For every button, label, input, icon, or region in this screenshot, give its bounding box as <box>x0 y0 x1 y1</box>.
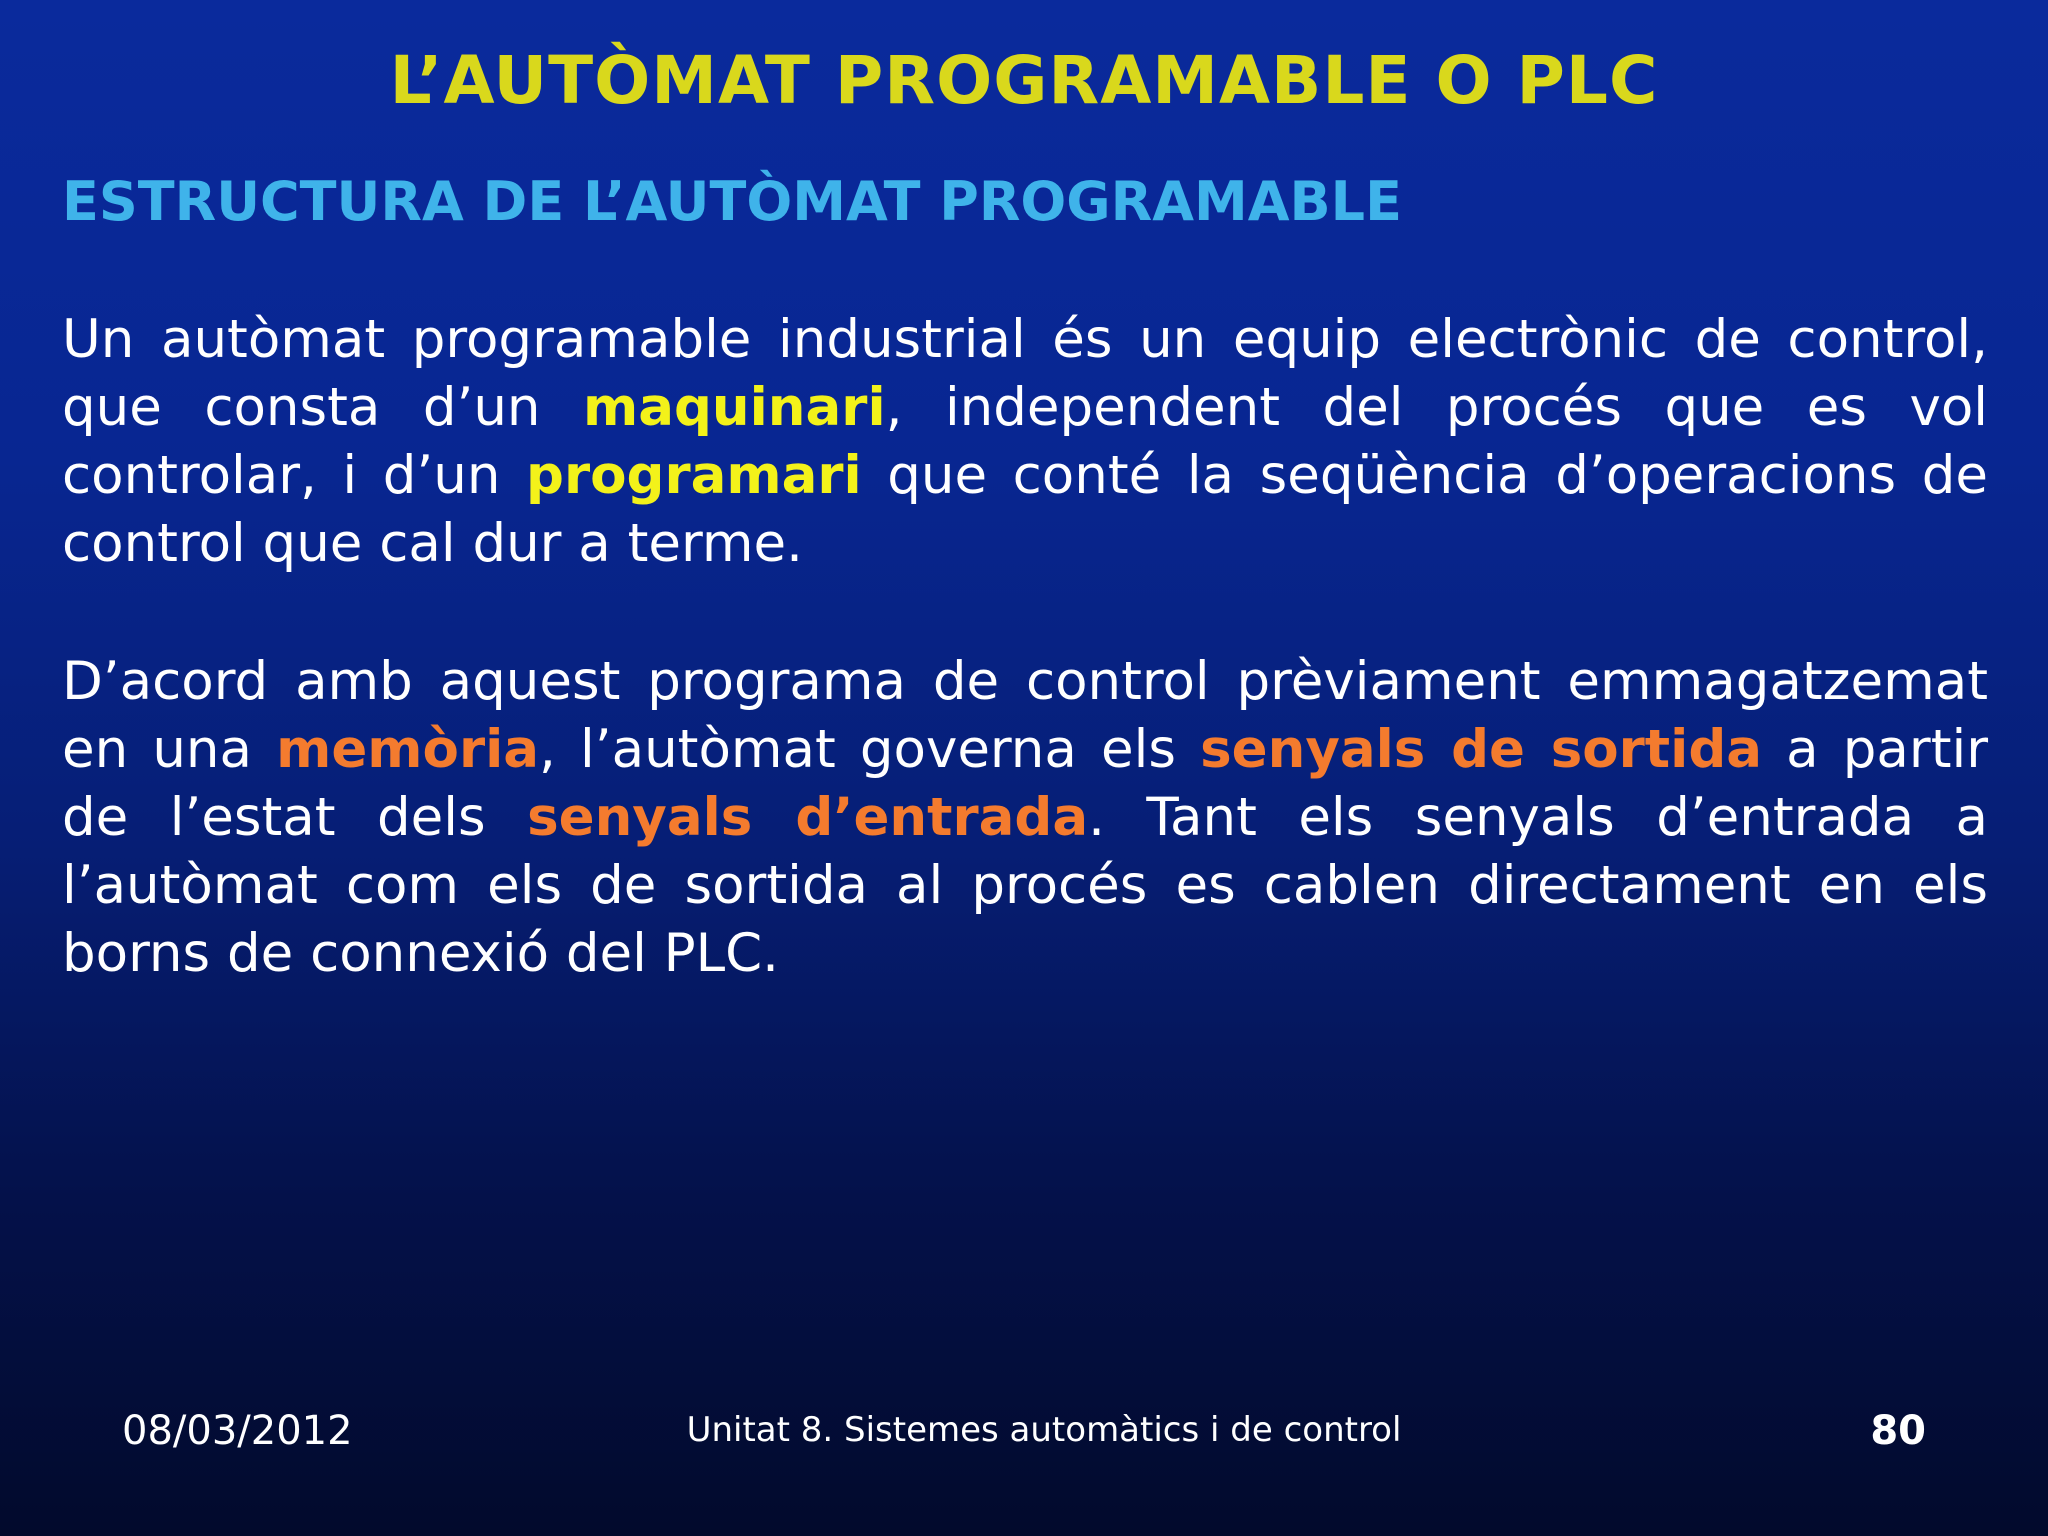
paragraph-2-text-3: a partir de l’estat dels <box>62 719 1988 848</box>
paragraph-1-text-3: que conté la seqüència d’operacions de control que cal dur a terme. <box>62 445 1988 574</box>
slide-subtitle: ESTRUCTURA DE L’AUTÒMAT PROGRAMABLE <box>62 170 1402 233</box>
paragraph-2 <box>62 648 1988 988</box>
slide-title: L’AUTÒMAT PROGRAMABLE O PLC <box>389 42 1659 119</box>
page-number: 80 <box>1870 1408 1926 1454</box>
highlight-senyals-sortida: senyals de sortida <box>1200 719 1763 780</box>
paragraph-2-text-1: D’acord amb aquest programa de control prèviament emmagatzemat en una <box>62 651 1988 780</box>
footer-unit-title: Unitat 8. Sistemes automàtics i de control <box>686 1410 1402 1450</box>
paragraph-1 <box>62 306 1988 578</box>
highlight-memoria: memòria <box>276 719 540 780</box>
highlight-maquinari: maquinari <box>582 377 886 438</box>
highlight-senyals-entrada: senyals d’entrada <box>527 787 1089 848</box>
footer-date: 08/03/2012 <box>122 1408 353 1454</box>
paragraph-1-text-1: Un autòmat programable industrial és un equip electrònic de control, que consta d’un <box>62 309 1988 438</box>
highlight-programari: programari <box>526 445 862 506</box>
paragraph-2-text-4: . Tant els senyals d’entrada a l’autòmat com els de sortida al procés es cablen directament en els borns de connexió del PLC. <box>62 787 1988 984</box>
paragraph-1-text-2: , independent del procés que es vol controlar, i d’un <box>62 377 1988 506</box>
paragraph-2-text-2: , l’autòmat governa els <box>539 719 1201 780</box>
